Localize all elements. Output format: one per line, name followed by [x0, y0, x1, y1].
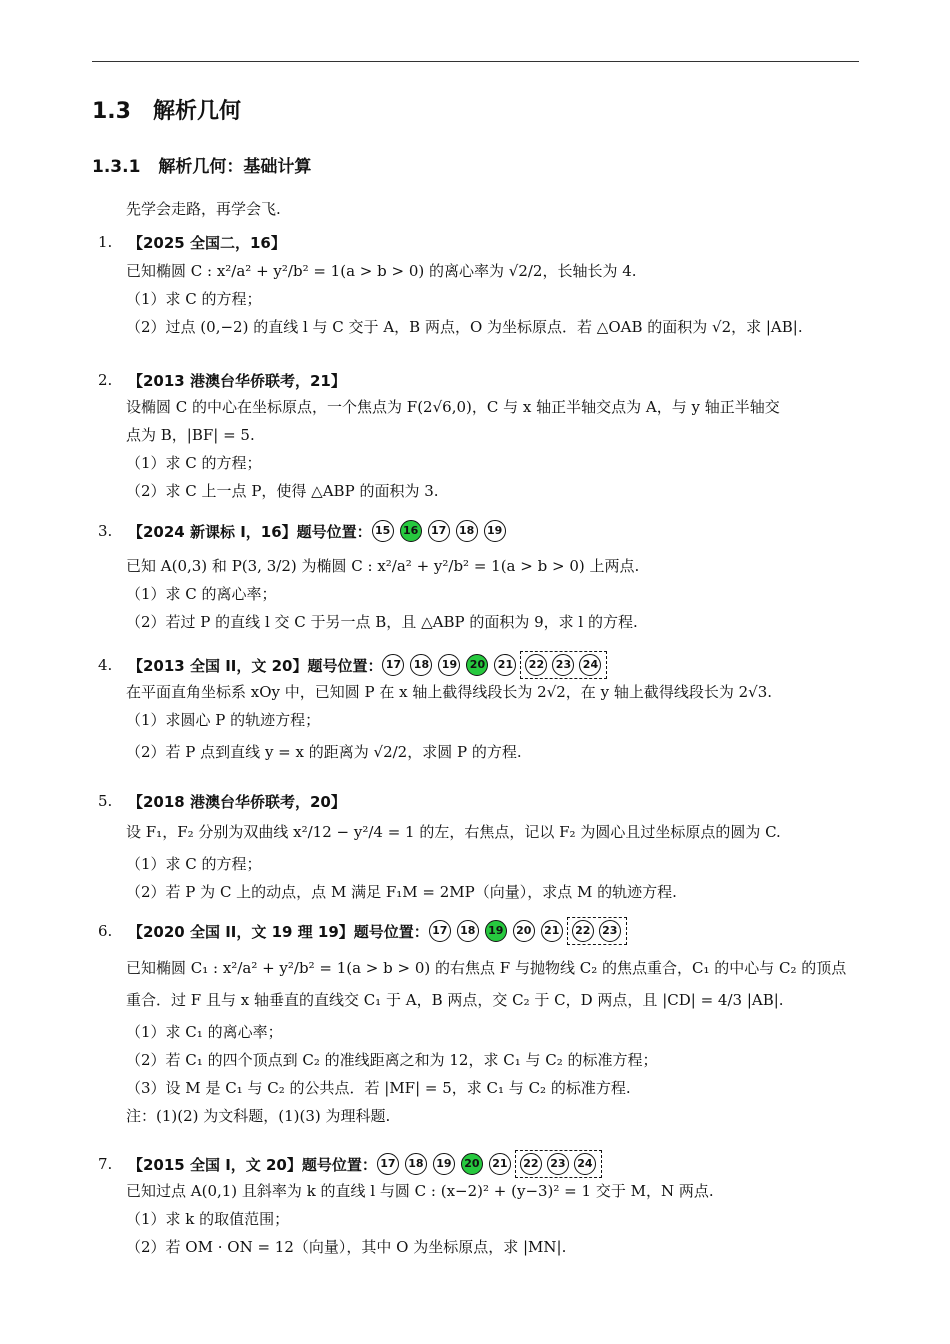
problem-line: （1）求 C 的离心率； — [126, 585, 277, 603]
problem-3: 3. 【2024 新课标 I，16】题号位置： 15 16 17 18 19 已知 A(0,3) 和 P(3, 3/2) 为椭圆 C : x²/a² + y²/b² = 1(a > b > 0) 上两点. （1）求 C 的离心率； （2）若过 P 的直线 l 交 C 于另一点 B，且 △ABP 的面积为 9，求 l 的方程. — [98, 518, 868, 636]
question-number-badge: 22 — [572, 920, 594, 942]
question-number-badge: 21 — [489, 1153, 511, 1175]
problem-6: 6. 【2020 全国 II，文 19 理 19】题号位置： 17 18 19 20 21 22 23 已知椭圆 C₁ : x²/a² + y²/b² = 1(a > b > 0) 的右焦点 F 与抛物线 C₂ 的焦点重合，C₁ 的中心与 C₂ 的顶点 重合．过 F 且与 x 轴垂直的直线交 C₁ 于 A，B 两点，交 C₂ 于 C，D 两点，且 |CD| = 4/3 |AB|. （1）求 C₁ 的离心率； （2）若 C₁ 的四个顶点到 C₂ 的准线距离之和为 12，求 C₁ 与 C₂ 的标准方程； （3）设 M 是 C₁ 与 C₂ 的公共点．若 |MF| = 5，求 C₁ 与 C₂ 的标准方程. 注：(1)(2) 为文科题，(1)(3) 为理科题. — [98, 918, 868, 1130]
problem-source: 【2024 新课标 I，16】题号位置： — [128, 522, 372, 541]
problem-source: 【2018 港澳台华侨联考，20】 — [128, 792, 346, 811]
problem-line: （2）若 P 为 C 上的动点，点 M 满足 F₁M = 2MP（向量），求点 M 的轨迹方程. — [126, 883, 677, 901]
question-number-badge: 24 — [574, 1153, 596, 1175]
question-number-badge: 22 — [520, 1153, 542, 1175]
question-number-badge: 19 — [438, 654, 460, 676]
question-number-badge: 23 — [552, 654, 574, 676]
problem-line: 重合．过 F 且与 x 轴垂直的直线交 C₁ 于 A，B 两点，交 C₂ 于 C，D 两点，且 |CD| = 4/3 |AB|. — [126, 991, 784, 1009]
problem-line: 已知椭圆 C : x²/a² + y²/b² = 1(a > b > 0) 的离心率为 √2/2，长轴长为 4. — [126, 262, 637, 280]
problem-line: （3）设 M 是 C₁ 与 C₂ 的公共点．若 |MF| = 5，求 C₁ 与 C₂ 的标准方程. — [126, 1079, 631, 1097]
question-number-badge: 22 — [525, 654, 547, 676]
question-number-badge: 18 — [457, 920, 479, 942]
question-number-badge: 20 — [513, 920, 535, 942]
question-number-badge: 18 — [405, 1153, 427, 1175]
problem-5: 5. 【2018 港澳台华侨联考，20】 设 F₁，F₂ 分别为双曲线 x²/12 − y²/4 = 1 的左，右焦点，记以 F₂ 为圆心且过坐标原点的圆为 C. （1）求 C 的方程； （2）若 P 为 C 上的动点，点 M 满足 F₁M = 2MP（向量），求点 M 的轨迹方程. — [98, 788, 868, 906]
problem-line: （1）求 C 的方程； — [126, 855, 262, 873]
problem-line: （1）求 C 的方程； — [126, 454, 262, 472]
question-number-badge-highlighted: 20 — [461, 1153, 483, 1175]
optional-questions-box — [515, 1150, 602, 1178]
problem-source: 【2020 全国 II，文 19 理 19】题号位置： — [128, 922, 429, 941]
problem-source: 【2013 港澳台华侨联考，21】 — [128, 371, 346, 390]
problem-source: 【2013 全国 II，文 20】题号位置： — [128, 656, 383, 675]
question-number-badge: 19 — [433, 1153, 455, 1175]
question-number-badge: 18 — [456, 520, 478, 542]
optional-questions-box — [567, 917, 627, 945]
question-number-badge-highlighted: 16 — [400, 520, 422, 542]
question-number-badge: 18 — [410, 654, 432, 676]
problem-line: 已知过点 A(0,1) 且斜率为 k 的直线 l 与圆 C : (x−2)² + (y−3)² = 1 交于 M，N 两点. — [126, 1182, 714, 1200]
question-number-badge: 17 — [428, 520, 450, 542]
section-title: 1.3 解析几何 — [92, 99, 241, 124]
problem-4: 4. 【2013 全国 II，文 20】题号位置： 17 18 19 20 21 22 23 24 在平面直角坐标系 xOy 中，已知圆 P 在 x 轴上截得线段长为 2√2，在 y 轴上截得线段长为 2√3. （1）求圆心 P 的轨迹方程； （2）若 P 点到直线 y = x 的距离为 √2/2，求圆 P 的方程. — [98, 652, 868, 770]
question-number-badge: 21 — [541, 920, 563, 942]
subsection-title: 1.3.1 解析几何：基础计算 — [92, 157, 312, 177]
intro-text: 先学会走路，再学会飞. — [126, 200, 281, 218]
question-number-badge-highlighted: 19 — [485, 920, 507, 942]
problem-line: （1）求 C₁ 的离心率； — [126, 1023, 283, 1041]
question-number-badge-highlighted: 20 — [466, 654, 488, 676]
question-number-badge: 21 — [494, 654, 516, 676]
question-number-badge: 15 — [372, 520, 394, 542]
problem-line: （2）若 OM · ON = 12（向量），其中 O 为坐标原点，求 |MN|. — [126, 1238, 567, 1256]
question-number-badge: 17 — [429, 920, 451, 942]
question-number-badge: 23 — [547, 1153, 569, 1175]
problem-line: （1）求圆心 P 的轨迹方程； — [126, 711, 321, 729]
problem-line: （2）若过 P 的直线 l 交 C 于另一点 B，且 △ABP 的面积为 9，求 l 的方程. — [126, 613, 638, 631]
optional-questions-box — [520, 651, 607, 679]
problem-2: 2. 【2013 港澳台华侨联考，21】 设椭圆 C 的中心在坐标原点，一个焦点为 F(2√6,0)，C 与 x 轴正半轴交点为 A，与 y 轴正半轴交 点为 B，|BF| = 5. （1）求 C 的方程； （2）求 C 上一点 P，使得 △ABP 的面积为 3. — [98, 367, 868, 505]
question-number-badge: 19 — [484, 520, 506, 542]
problem-line: 已知椭圆 C₁ : x²/a² + y²/b² = 1(a > b > 0) 的右焦点 F 与抛物线 C₂ 的焦点重合，C₁ 的中心与 C₂ 的顶点 — [126, 959, 847, 977]
problem-line: （2）求 C 上一点 P，使得 △ABP 的面积为 3. — [126, 482, 439, 500]
problem-line: 设 F₁，F₂ 分别为双曲线 x²/12 − y²/4 = 1 的左，右焦点，记以 F₂ 为圆心且过坐标原点的圆为 C. — [126, 823, 781, 841]
question-number-badge: 17 — [382, 654, 404, 676]
problem-source: 【2015 全国 I，文 20】题号位置： — [128, 1155, 377, 1174]
header-rule — [92, 61, 859, 62]
problem-source: 【2025 全国二，16】 — [128, 233, 286, 252]
problem-line: 点为 B，|BF| = 5. — [126, 426, 255, 444]
problem-line: 在平面直角坐标系 xOy 中，已知圆 P 在 x 轴上截得线段长为 2√2，在 y 轴上截得线段长为 2√3. — [126, 683, 772, 701]
question-number-badge: 23 — [599, 920, 621, 942]
problem-line: 已知 A(0,3) 和 P(3, 3/2) 为椭圆 C : x²/a² + y²/b² = 1(a > b > 0) 上两点. — [126, 557, 640, 575]
problem-7: 7. 【2015 全国 I，文 20】题号位置： 17 18 19 20 21 22 23 24 已知过点 A(0,1) 且斜率为 k 的直线 l 与圆 C : (x−2)² + (y−3)² = 1 交于 M，N 两点. （1）求 k 的取值范围； （2）若 OM · ON = 12（向量），其中 O 为坐标原点，求 |MN|. — [98, 1151, 868, 1261]
problem-line: （1）求 C 的方程； — [126, 290, 262, 308]
problem-line: （1）求 k 的取值范围； — [126, 1210, 290, 1228]
problem-line: （2）若 C₁ 的四个顶点到 C₂ 的准线距离之和为 12，求 C₁ 与 C₂ 的标准方程； — [126, 1051, 658, 1069]
question-number-badge: 24 — [579, 654, 601, 676]
problem-1: 1. 【2025 全国二，16】 已知椭圆 C : x²/a² + y²/b² = 1(a > b > 0) 的离心率为 √2/2，长轴长为 4. （1）求 C 的方程； （2）过点 (0,−2) 的直线 l 与 C 交于 A，B 两点，O 为坐标原点．若 △OAB 的面积为 √2，求 |AB|. — [98, 229, 868, 341]
problem-line: （2）若 P 点到直线 y = x 的距离为 √2/2，求圆 P 的方程. — [126, 743, 522, 761]
problem-note: 注：(1)(2) 为文科题，(1)(3) 为理科题. — [126, 1107, 391, 1125]
question-number-badge: 17 — [377, 1153, 399, 1175]
problem-line: 设椭圆 C 的中心在坐标原点，一个焦点为 F(2√6,0)，C 与 x 轴正半轴交点为 A，与 y 轴正半轴交 — [126, 398, 780, 416]
problem-line: （2）过点 (0,−2) 的直线 l 与 C 交于 A，B 两点，O 为坐标原点．若 △OAB 的面积为 √2，求 |AB|. — [126, 318, 803, 336]
